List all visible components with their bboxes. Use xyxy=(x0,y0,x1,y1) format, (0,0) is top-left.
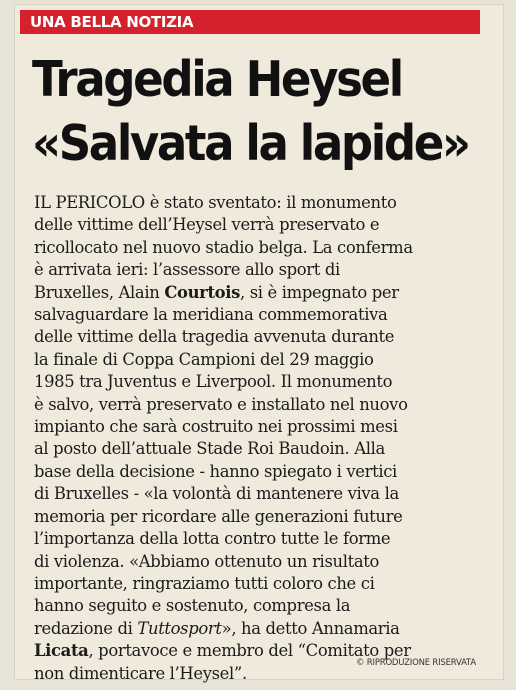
body-line: redazione di Tuttosport», ha detto Annamaria xyxy=(34,618,400,638)
body-line: salvaguardare la meridiana commemorativa xyxy=(34,305,388,325)
body-line: la finale di Coppa Campioni del 29 maggio xyxy=(34,349,374,369)
body-line: è salvo, verrà preservato e installato nel nuovo xyxy=(34,394,408,414)
body-line: Bruxelles, Alain Courtois, si è impegnato per xyxy=(34,282,399,302)
article-body xyxy=(34,192,480,685)
body-line: di Bruxelles - «la volontà di mantenere viva la xyxy=(34,484,399,504)
body-line: Licata, portavoce e membro del “Comitato per xyxy=(34,641,411,661)
body-line: delle vittime della tragedia avvenuta durante xyxy=(34,327,395,347)
headline-line-2: «Salvata la lapide» xyxy=(32,115,469,172)
person-name: Licata xyxy=(34,641,89,661)
lead-in: IL PERICOLO xyxy=(34,193,145,212)
body-line: al posto dell’attuale Stade Roi Baudoin. Alla xyxy=(34,439,385,459)
body-line: IL PERICOLO è stato sventato: il monumento xyxy=(34,193,397,212)
body-line: di violenza. «Abbiamo ottenuto un risultato xyxy=(34,551,380,571)
headline xyxy=(32,48,469,176)
person-name: Courtois xyxy=(164,282,241,302)
copyright-notice: © RIPRODUZIONE RISERVATA xyxy=(356,658,476,668)
body-line: memoria per ricordare alle generazioni future xyxy=(34,506,403,526)
body-line: base della decisione - hanno spiegato i vertici xyxy=(34,461,397,481)
section-kicker: UNA BELLA NOTIZIA xyxy=(20,10,480,34)
headline-line-1: Tragedia Heysel xyxy=(32,51,402,108)
body-line: l’importanza della lotta contro tutte le forme xyxy=(34,529,391,549)
body-line: hanno seguito e sostenuto, compresa la xyxy=(34,596,351,616)
body-line: impianto che sarà costruito nei prossimi mesi xyxy=(34,417,398,437)
publication-name: Tuttosport xyxy=(137,618,222,638)
body-line: delle vittime dell’Heysel verrà preservato e xyxy=(34,215,380,235)
body-line: ricollocato nel nuovo stadio belga. La conferma xyxy=(34,237,413,257)
body-line: importante, ringraziamo tutti coloro che ci xyxy=(34,573,375,593)
body-line: non dimenticare l’Heysel”. xyxy=(34,663,247,683)
body-line: è arrivata ieri: l’assessore allo sport di xyxy=(34,260,340,280)
body-line: 1985 tra Juventus e Liverpool. Il monumento xyxy=(34,372,393,392)
